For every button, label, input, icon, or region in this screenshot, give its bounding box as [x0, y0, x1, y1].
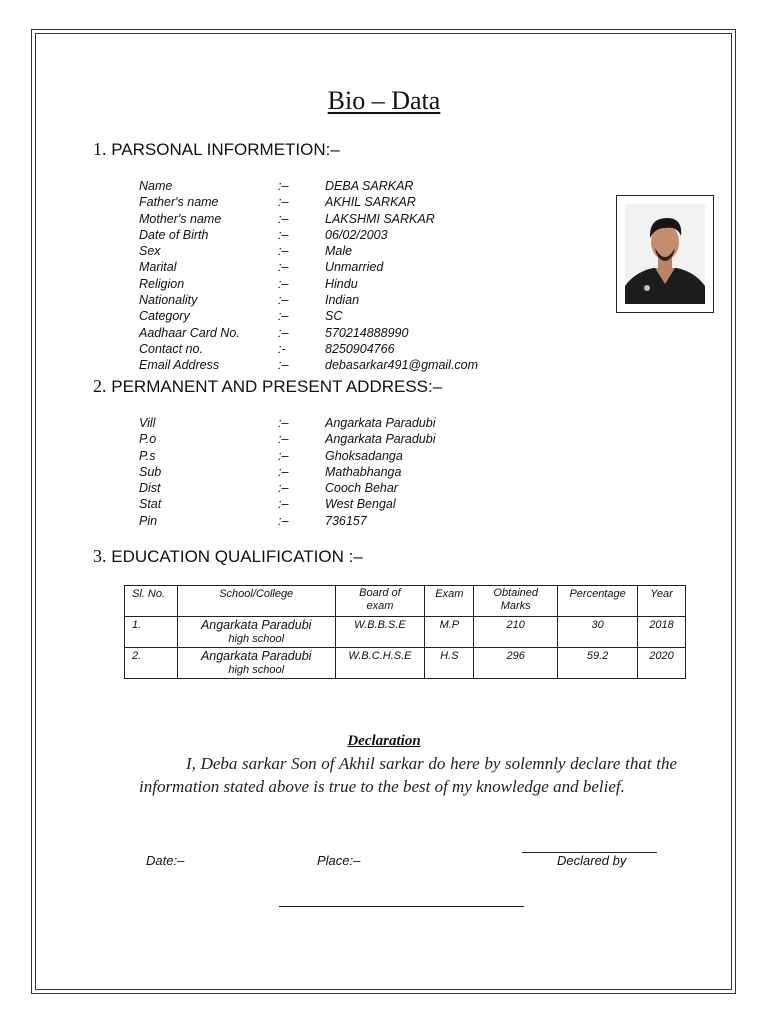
cell-year: 2018: [638, 617, 686, 648]
address-row: [139, 448, 609, 464]
info-row: [139, 211, 609, 227]
cell-sl: 1.: [125, 617, 178, 648]
address-label: Stat: [139, 497, 162, 512]
address-value: 736157: [325, 513, 367, 528]
info-row: [139, 325, 609, 341]
info-value: 06/02/2003: [325, 227, 388, 242]
info-value: Hindu: [325, 276, 358, 291]
section-label: EDUCATION QUALIFICATION :–: [111, 547, 363, 566]
info-label: Date of Birth: [139, 227, 209, 242]
cell-school: [177, 648, 335, 679]
section-number: 2.: [93, 376, 107, 396]
cell-percentage: 30: [558, 617, 638, 648]
info-row: [139, 227, 609, 243]
column-header-board-line1: Board of: [359, 587, 401, 599]
info-label: Religion: [139, 276, 185, 291]
info-row: [139, 341, 609, 357]
column-header-year: Year: [638, 586, 686, 617]
column-header-school: School/College: [177, 586, 335, 617]
info-value: 570214888990: [325, 325, 409, 340]
info-row: [139, 259, 609, 275]
address-value: Ghoksadanga: [325, 448, 403, 463]
declaration-title: [0, 733, 768, 750]
info-value: debasarkar491@gmail.com: [325, 358, 479, 373]
address-label: Dist: [139, 481, 161, 496]
address-row: [139, 496, 609, 512]
info-separator: :–: [278, 358, 289, 373]
address-row: [139, 513, 609, 529]
info-row: [139, 243, 609, 259]
column-header-percentage: Percentage: [558, 586, 638, 617]
info-separator: :–: [278, 195, 289, 210]
education-table: [124, 585, 686, 679]
info-separator: :–: [278, 244, 289, 259]
info-value: Indian: [325, 293, 360, 308]
document-title: [0, 86, 768, 116]
info-value: LAKSHMI SARKAR: [325, 211, 435, 226]
info-value: AKHIL SARKAR: [325, 195, 416, 210]
cell-sl: 2.: [125, 648, 178, 679]
info-value: Unmarried: [325, 260, 384, 275]
personal-info-list: [139, 178, 609, 374]
info-separator: :–: [278, 211, 289, 226]
info-label: Sex: [139, 244, 161, 259]
cell-board: W.B.C.H.S.E: [335, 648, 425, 679]
info-separator: :–: [278, 309, 289, 324]
info-label: Category: [139, 309, 190, 324]
address-separator: :–: [278, 497, 289, 512]
info-label: Name: [139, 179, 173, 193]
address-separator: :–: [278, 432, 289, 447]
section-number: 3.: [93, 546, 107, 566]
info-label: Nationality: [139, 293, 198, 308]
cell-school: [177, 617, 335, 648]
cell-exam: H.S: [425, 648, 474, 679]
address-label: P.s: [139, 448, 156, 463]
section-label: PARSONAL INFORMETION:–: [111, 140, 340, 159]
info-label: Email Address: [139, 358, 220, 373]
photo-frame: [616, 195, 714, 313]
info-label: Contact no.: [139, 341, 203, 356]
cell-board: W.B.B.S.E: [335, 617, 425, 648]
column-header-board-line2: exam: [366, 600, 394, 612]
info-value: DEBA SARKAR: [325, 179, 414, 193]
document-title-text: Bio – Data: [327, 86, 441, 115]
info-row: [139, 276, 609, 292]
section-heading-education: [93, 546, 363, 567]
address-label: Sub: [139, 464, 162, 479]
address-separator: :–: [278, 464, 289, 479]
date-label: Date:–: [146, 853, 185, 868]
cell-marks: 210: [474, 617, 558, 648]
info-separator: :–: [278, 179, 289, 193]
info-separator: :-: [278, 341, 286, 356]
cell-percentage: 59.2: [558, 648, 638, 679]
address-separator: :–: [278, 481, 289, 496]
declaration-title-text: Declaration: [347, 733, 421, 749]
address-value: Angarkata Paradubi: [325, 416, 436, 430]
section-heading-personal: [93, 139, 340, 160]
address-separator: :–: [278, 416, 289, 430]
address-separator: :–: [278, 513, 289, 528]
column-header-marks-line1: Obtained: [493, 587, 539, 599]
info-label: Father's name: [139, 195, 219, 210]
info-label: Aadhaar Card No.: [139, 325, 240, 340]
declaration-text: I, Deba sarkar Son of Akhil sarkar do here by solemnly declare that the information stated above is true to the best of my knowledge and belief.: [139, 754, 677, 796]
address-row: [139, 480, 609, 496]
address-value: Mathabhanga: [325, 464, 402, 479]
info-row: [139, 292, 609, 308]
section-label: PERMANENT AND PRESENT ADDRESS:–: [111, 377, 443, 396]
info-separator: :–: [278, 260, 289, 275]
column-header-exam: Exam: [425, 586, 474, 617]
address-row: [139, 415, 609, 431]
column-header-sl: Sl. No.: [125, 586, 178, 617]
info-row: [139, 357, 609, 373]
address-separator: :–: [278, 448, 289, 463]
info-separator: :–: [278, 325, 289, 340]
table-header-row: [125, 586, 686, 617]
info-separator: :–: [278, 227, 289, 242]
cell-school-line2: high school: [228, 633, 285, 645]
info-label: Marital: [139, 260, 177, 275]
person-photo-icon: [625, 204, 705, 304]
table-row: [125, 648, 686, 679]
info-value: Male: [325, 244, 353, 259]
column-header-marks: [474, 586, 558, 617]
section-number: 1.: [93, 139, 107, 159]
cell-school-line1: Angarkata Paradubi: [200, 649, 312, 663]
address-list: [139, 415, 609, 529]
address-row: [139, 431, 609, 447]
cell-school-line1: Angarkata Paradubi: [200, 618, 312, 632]
section-heading-address: [93, 376, 442, 397]
address-value: Cooch Behar: [325, 481, 398, 496]
info-value: SC: [325, 309, 343, 324]
declared-by-label: Declared by: [557, 853, 627, 868]
bottom-signature-line: [279, 906, 524, 907]
table-row: [125, 617, 686, 648]
column-header-board: [335, 586, 425, 617]
info-value: 8250904766: [325, 341, 395, 356]
info-row: [139, 194, 609, 210]
place-label: Place:–: [317, 853, 361, 868]
cell-year: 2020: [638, 648, 686, 679]
address-label: P.o: [139, 432, 157, 447]
address-value: West Bengal: [325, 497, 396, 512]
column-header-marks-line2: Marks: [500, 600, 531, 612]
info-row: [139, 308, 609, 324]
info-separator: :–: [278, 276, 289, 291]
address-label: Pin: [139, 513, 158, 528]
address-label: Vill: [139, 416, 156, 430]
info-label: Mother's name: [139, 211, 222, 226]
info-row: [139, 178, 609, 194]
cell-exam: M.P: [425, 617, 474, 648]
address-value: Angarkata Paradubi: [325, 432, 436, 447]
cell-school-line2: high school: [228, 664, 285, 676]
address-row: [139, 464, 609, 480]
info-separator: :–: [278, 293, 289, 308]
cell-marks: 296: [474, 648, 558, 679]
